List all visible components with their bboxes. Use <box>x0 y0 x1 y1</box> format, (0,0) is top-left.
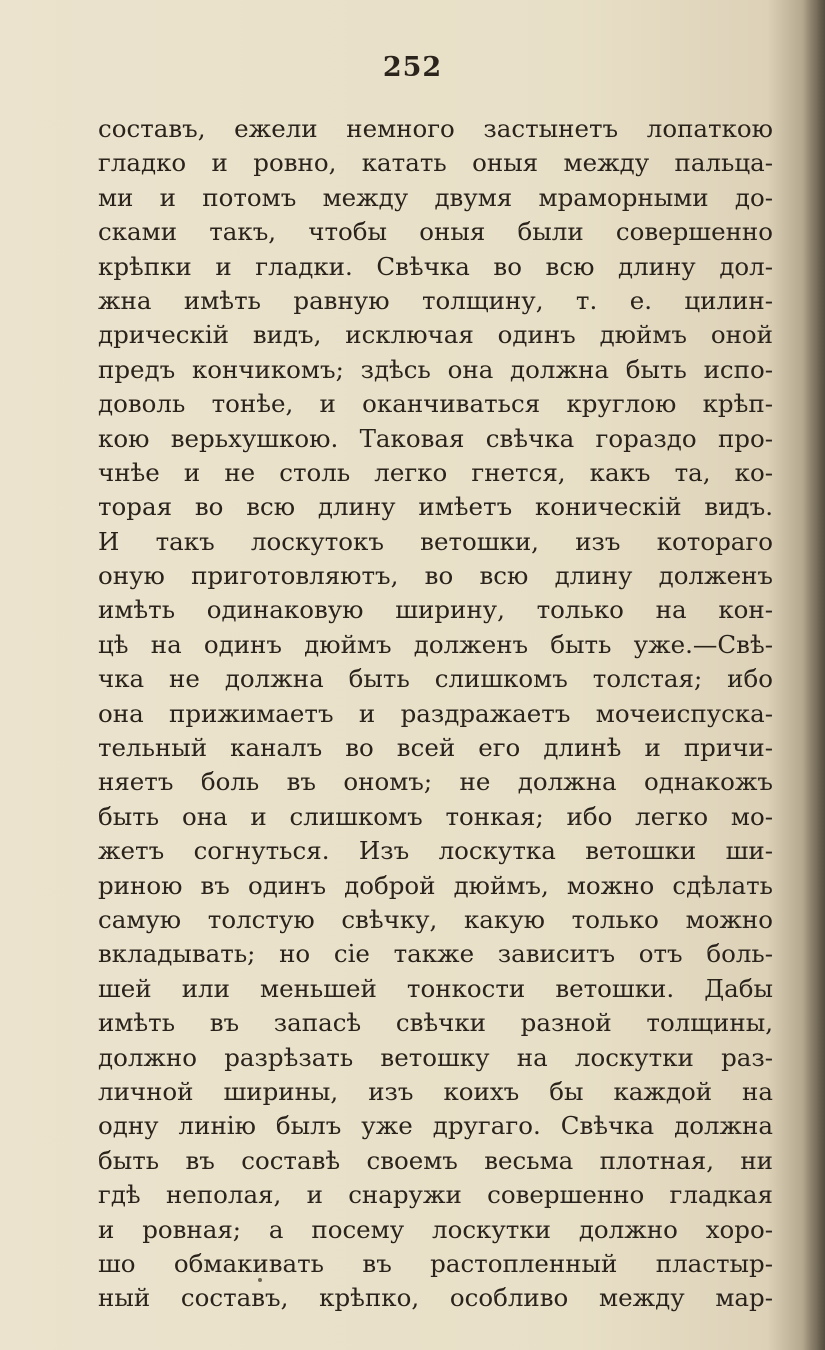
text-line: самую толстую свѣчку, какую только можно <box>98 904 773 934</box>
text-line: тельный каналъ во всей его длинѣ и причи- <box>98 733 773 763</box>
text-line: оную приготовляютъ, во всю длину долженъ <box>98 561 773 591</box>
text-line: имѣть въ запасѣ свѣчки разной толщины, <box>98 1008 773 1038</box>
page-edge-shadow <box>803 0 825 1350</box>
text-line: предъ кончикомъ; здѣсь она должна быть испо- <box>98 354 773 384</box>
text-line: имѣть одинаковую ширину, только на кон- <box>98 595 773 625</box>
text-line: составъ, ежели немного застынетъ лопаткою <box>98 114 773 143</box>
text-line: быть въ составѣ своемъ весьма плотная, ни <box>98 1145 773 1175</box>
text-line: жетъ согнуться. Изъ лоскутка ветошки ши- <box>98 836 773 866</box>
text-line: быть она и слишкомъ тонкая; ибо легко мо- <box>98 801 773 831</box>
text-line: шо обмакивать въ растопленный пластыр- <box>98 1248 773 1278</box>
text-line: торая во всю длину имѣетъ коническій видъ. <box>98 492 773 522</box>
text-line: крѣпки и гладки. Свѣчка во всю длину дол- <box>98 251 773 281</box>
text-line: дрическій видъ, исключая одинъ дюймъ оной <box>98 320 773 350</box>
ink-speck <box>258 1278 262 1282</box>
text-line: риною въ одинъ доброй дюймъ, можно сдѣлать <box>98 870 773 900</box>
text-line: ми и потомъ между двумя мраморными до- <box>98 182 773 212</box>
text-line: вкладывать; но сіе также зависитъ отъ боль- <box>98 939 773 969</box>
text-line: она прижимаетъ и раздражаетъ мочеиспуска- <box>98 698 773 728</box>
page-number: 252 <box>382 52 443 83</box>
text-line: доволь тонѣе, и оканчиваться круглою крѣп- <box>98 389 773 419</box>
text-line: ный составъ, крѣпко, особливо между мар- <box>98 1283 773 1313</box>
text-line: жна имѣть равную толщину, т. е. цилин- <box>98 285 773 315</box>
text-line: и ровная; а посему лоскутки должно хоро- <box>98 1214 773 1244</box>
text-line: И такъ лоскутокъ ветошки, изъ котораго <box>98 526 773 556</box>
body-text <box>0 112 825 1316</box>
text-line: цѣ на одинъ дюймъ долженъ быть уже.—Свѣ- <box>98 629 773 659</box>
text-line: гдѣ неполая, и снаружи совершенно гладкая <box>98 1180 773 1210</box>
text-line: няетъ боль въ ономъ; не должна однакожъ <box>98 767 773 797</box>
text-line: одну линію былъ уже другаго. Свѣчка должна <box>98 1111 773 1141</box>
text-line: шей или меньшей тонкости ветошки. Дабы <box>98 973 773 1003</box>
text-line: личной ширины, изъ коихъ бы каждой на <box>98 1076 773 1106</box>
text-line: кою верьхушкою. Таковая свѣчка гораздо про- <box>98 423 773 453</box>
text-line: чнѣе и не столь легко гнется, какъ та, ко- <box>98 457 773 487</box>
text-line: чка не должна быть слишкомъ толстая; ибо <box>98 664 773 694</box>
text-line: гладко и ровно, катать оныя между пальца- <box>98 148 773 178</box>
text-line: сками такъ, чтобы оныя были совершенно <box>98 217 773 247</box>
text-line: должно разрѣзать ветошку на лоскутки раз- <box>98 1042 773 1072</box>
